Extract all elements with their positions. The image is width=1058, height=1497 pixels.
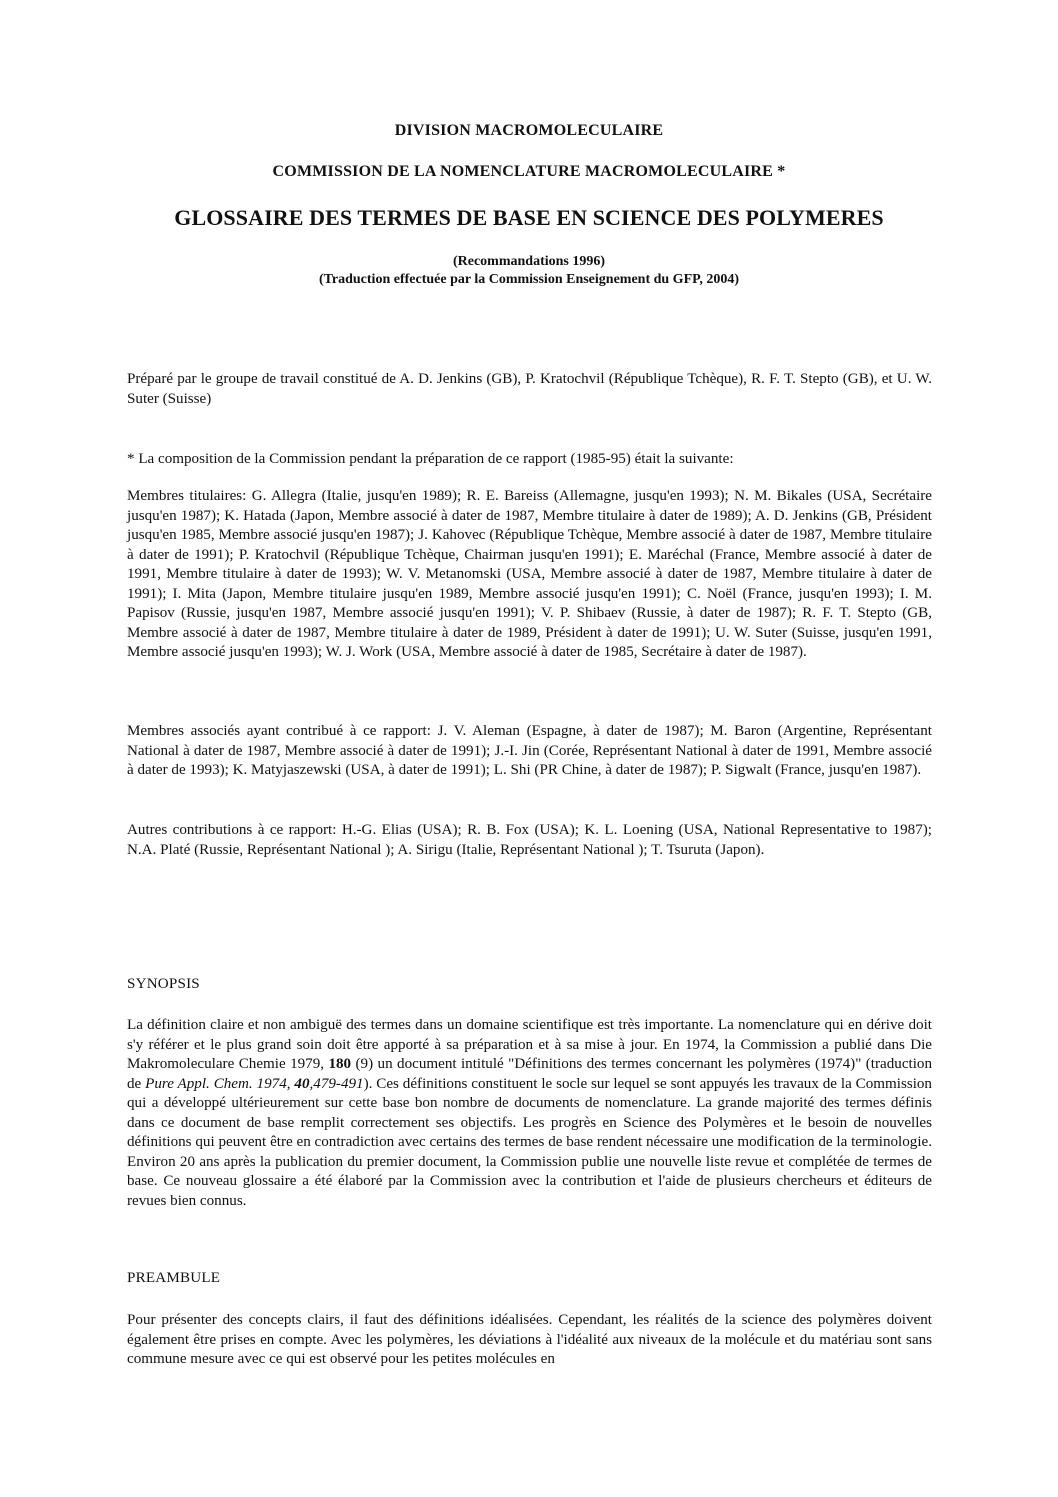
division-heading: DIVISION MACROMOLECULAIRE xyxy=(394,122,664,139)
document-title: GLOSSAIRE DES TERMES DE BASE EN SCIENCE DES POLYMERES xyxy=(174,205,884,230)
synopsis-paragraph xyxy=(127,1016,932,1211)
preambule-heading: PREAMBULE xyxy=(127,1270,221,1286)
translation-note: (Traduction effectuée par la Commission Enseignement du GFP, 2004) xyxy=(318,272,740,287)
synopsis-part3: ). Ces définitions constituent le socle sur lequel se sont appuyés les travaux de la Commission qui a développé ultérieurement sur cette base bon nombre de documents de nomenclature. La grande majorité des termes définis dans ce document de base remplit correctement ses objectifs. Les progrès en Science des Polymères et le besoin de nouvelles définitions qui peuvent être en contradiction avec certains des termes de base rendent nécessaire une modification de la terminologie. Environ 20 ans après la publication du premier document, la Commission publie une nouvelle liste revue et complétée de termes de base. Ce nouveau glossaire a été élaboré par la Commission avec la contribution et l'aide de plusieurs chercheurs et éditeurs de revues bien connus. xyxy=(127,1075,932,1209)
autres-contributions-text: Autres contributions à ce rapport: H.-G. Elias (USA); R. B. Fox (USA); K. L. Loening (USA, National Representative to 1987); N.A. Platé (Russie, Représentant National ); A. Sirigu (Italie, Représentant National ); T. Tsuruta (Japon). xyxy=(127,822,932,858)
composition-paragraph xyxy=(127,450,932,470)
recommendations-note: (Recommandations 1996) xyxy=(452,254,606,269)
membres-associes-text: Membres associés ayant contribué à ce rapport: J. V. Aleman (Espagne, à dater de 1987); M. Baron (Argentine, Représentant National à dater de 1987, Membre associé à dater de 1991); J.-I. Jin (Corée, Représentant National à dater de 1991, Membre associé à dater de 1993); K. Matyjaszewski (USA, à dater de 1991); L. Shi (PR Chine, à dater de 1987); P. Sigwalt (France, jusqu'en 1987). xyxy=(127,723,932,778)
synopsis-citation-volume: 40 xyxy=(294,1075,310,1092)
preambule-paragraph xyxy=(127,1311,932,1370)
composition-text: * La composition de la Commission pendant la préparation de ce rapport (1985-95) était la suivante: xyxy=(127,451,734,467)
autres-contributions-paragraph xyxy=(127,821,932,860)
commission-heading: COMMISSION DE LA NOMENCLATURE MACROMOLECULAIRE * xyxy=(272,163,786,180)
membres-titulaires-text: Membres titulaires: G. Allegra (Italie, jusqu'en 1989); R. E. Bareiss (Allemagne, jusqu'en 1993); N. M. Bikales (USA, Secrétaire jusqu'en 1987); K. Hatada (Japon, Membre associé à dater de 1987, Membre titulaire à dater de 1989); A. D. Jenkins (GB, Président jusqu'en 1985, Membre associé jusqu'en 1987); J. Kahovec (République Tchèque, Membre associé à dater de 1987, Membre titulaire à dater de 1991); P. Kratochvil (République Tchèque, Chairman jusqu'en 1991); E. Maréchal (France, Membre associé à dater de 1991, Membre titulaire à dater de 1993); W. V. Metanomski (USA, Membre associé à dater de 1987, Membre titulaire à dater de 1991); I. Mita (Japon, Membre titulaire jusqu'en 1989, Membre associé jusqu'en 1991); C. Noël (France, jusqu'en 1993); I. M. Papisov (Russie, jusqu'en 1987, Membre associé jusqu'en 1991); V. P. Shibaev (Russie, à dater de 1987); R. F. T. Stepto (GB, Membre associé à dater de 1987, Membre titulaire à dater de 1989, Président à dater de 1991); U. W. Suter (Suisse, jusqu'en 1991, Membre associé jusqu'en 1993); W. J. Work (USA, Membre associé à dater de 1985, Secrétaire à dater de 1987). xyxy=(127,488,932,660)
prepared-by-text: Préparé par le groupe de travail constitué de A. D. Jenkins (GB), P. Kratochvil (République Tchèque), R. F. T. Stepto (GB), et U. W. Suter (Suisse) xyxy=(127,371,932,407)
synopsis-part1: La définition claire et non ambiguë des termes dans un domaine scientifique est très importante. La nomenclature qui en dérive doit s'y référer et le plus grand soin doit être apporté à sa préparation et à sa mise à jour. En 1974, la Commission a publié dans Die Makromoleculare Chemie 1979, xyxy=(127,1017,932,1072)
synopsis-text xyxy=(127,1016,932,1211)
synopsis-heading: SYNOPSIS xyxy=(127,976,200,992)
prepared-by-paragraph xyxy=(127,370,932,409)
synopsis-citation-journal: Pure Appl. Chem. 1974, xyxy=(145,1075,295,1092)
synopsis-part2: (9) un document intitulé "Définitions des termes concernant les polymères (1974)" (traduction de xyxy=(127,1056,932,1092)
membres-associes-paragraph xyxy=(127,722,932,781)
membres-titulaires-paragraph xyxy=(127,487,932,663)
preambule-text: Pour présenter des concepts clairs, il faut des définitions idéalisées. Cependant, les réalités de la science des polymères doivent également être prises en compte. Avec les polymères, les déviations à l'idéalité aux niveaux de la molécule et du matériau sont sans commune mesure avec ce qui est observé pour les petites molécules en xyxy=(127,1312,932,1367)
synopsis-bold-volume: 180 xyxy=(328,1056,352,1072)
synopsis-citation-pages: ,479-491 xyxy=(309,1075,364,1092)
